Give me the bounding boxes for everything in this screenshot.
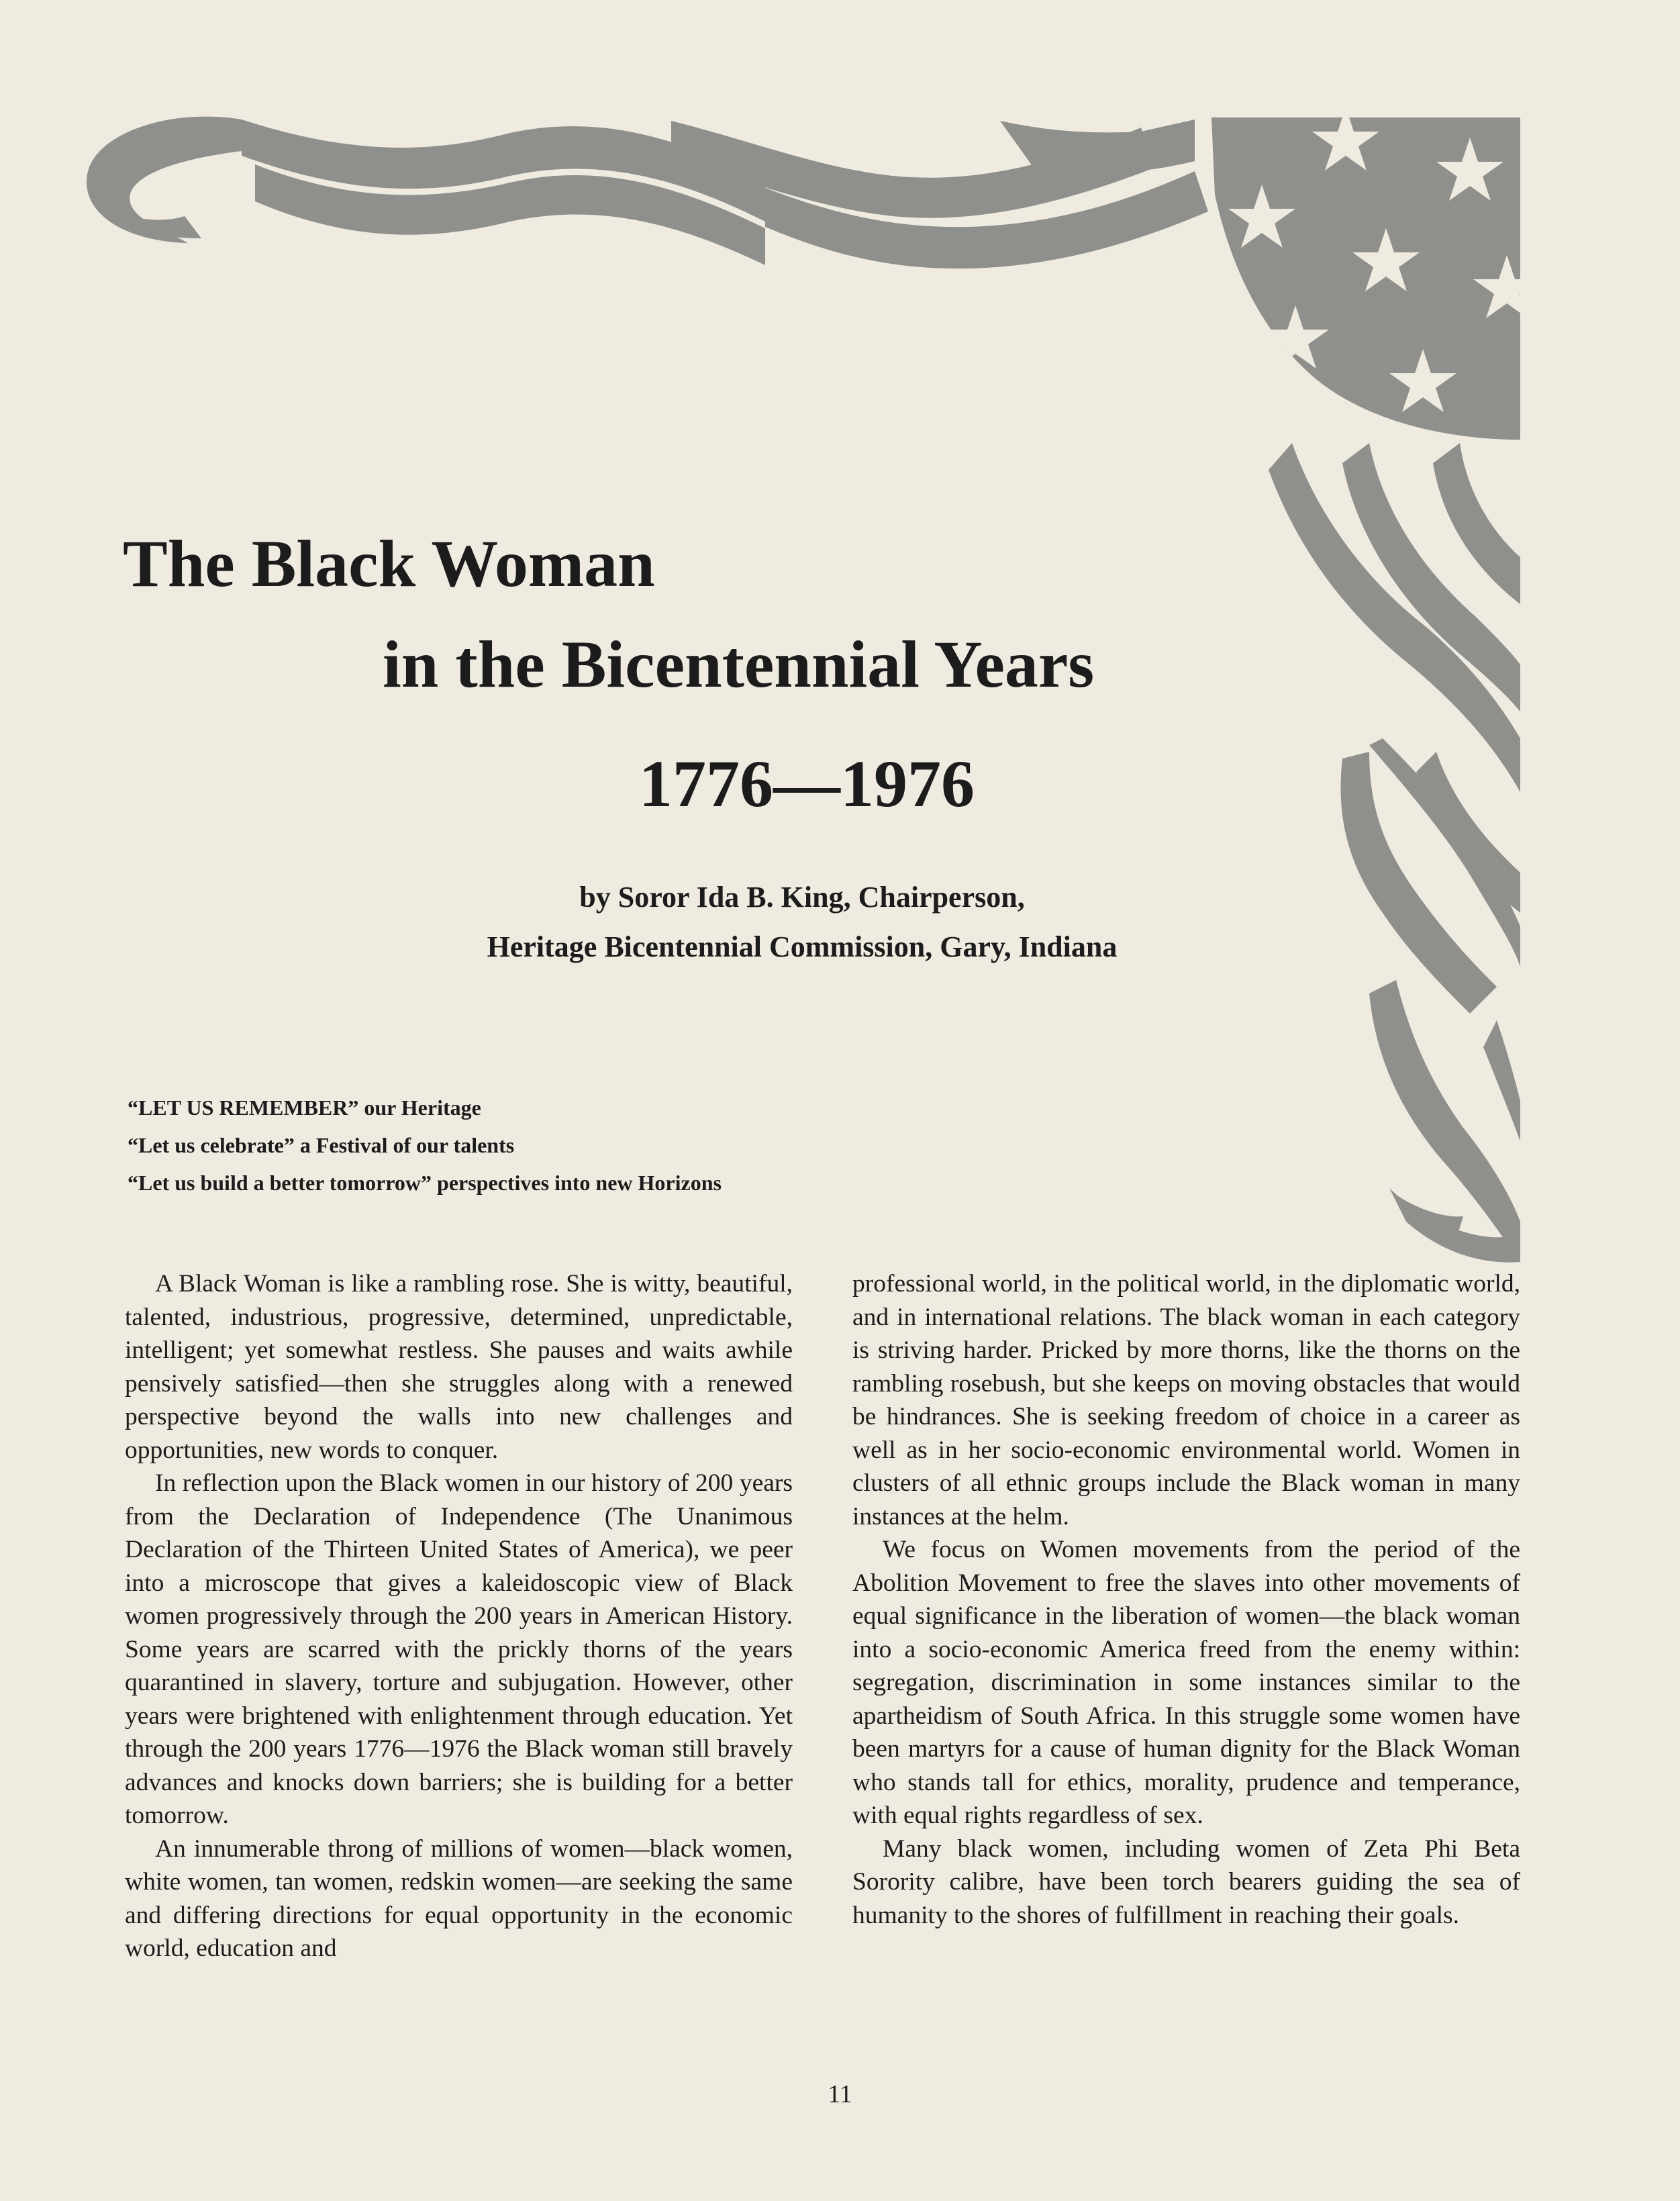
paragraph-continued: professional world, in the political world, in the diplomatic world, and in international relations. The black woman in each category is striving harder. Pricked by more thorns, like the thorns on the rambling rosebush, but she keeps on moving obstacles that would be hindrances. She is seeking freedom of choice in a career as well as in her socio-economic environmental world. Women in clusters of all ethnic groups include the Black woman in many instances at the helm. <box>852 1270 1520 1530</box>
motto-build: “Let us build a better tomorrow” perspectives into new Horizons <box>128 1171 722 1195</box>
article-years: 1776—1976 <box>639 746 975 821</box>
byline-author: by Soror Ida B. King, Chairperson, <box>579 881 1025 914</box>
byline-affiliation: Heritage Bicentennial Commission, Gary, Indiana <box>487 930 1118 963</box>
page-number: 11 <box>828 2080 852 2108</box>
body-column-left <box>125 1267 793 1965</box>
paragraph: Many black women, including women of Zeta Phi Beta Sorority calibre, have been torch bearers guiding the sea of humanity to the shores of fulfillment in reaching their goals. <box>852 1835 1520 1929</box>
byline <box>0 873 1604 972</box>
motto-remember: “LET US REMEMBER” our Heritage <box>128 1095 481 1120</box>
motto-celebrate: “Let us celebrate” a Festival of our talents <box>128 1133 515 1157</box>
paragraph: We focus on Women movements from the period of the Abolition Movement to free the slaves into other movements of equal significance in the liberation of women—the black woman into a socio-economic America freed from the enemy within: segregation, discrimination in some instances similar to the apartheidism of South Africa. In this struggle some women have been martyrs for a cause of human dignity for the Black Woman who stands tall for ethics, morality, prudence and temperance, with equal rights regardless of sex. <box>852 1536 1520 1829</box>
article-title-line1: The Black Woman <box>123 526 655 601</box>
motto-list <box>128 1089 722 1202</box>
paragraph: A Black Woman is like a rambling rose. She is witty, beautiful, talented, industrious, progressive, determined, unpredictable, intelligent; yet somewhat restless. She pauses and waits awhile pensively satisfied—then she struggles along with a renewed perspective beyond the walls into new challenges and opportunities, new words to conquer. <box>125 1270 793 1464</box>
paragraph: In reflection upon the Black women in our history of 200 years from the Declaration of Independence (The Unanimous Declaration of the Thirteen United States of America), we peer into a microscope that gives a kaleidoscopic view of Black women progressively through the 200 years in American History. Some years are scarred with the prickly thorns of the years quarantined in slavery, torture and subjugation. However, other years were brightened with enlightenment through education. Yet through the 200 years 1776—1976 the Black woman still bravely advances and knocks down barriers; she is building for a better tomorrow. <box>125 1469 793 1829</box>
paragraph: An innumerable throng of millions of women—black women, white women, tan women, redskin women—are seeking the same and differing directions for equal opportunity in the economic world, education and <box>125 1835 793 1962</box>
body-column-right <box>852 1267 1520 1932</box>
article-title-line2: in the Bicentennial Years <box>383 627 1095 701</box>
